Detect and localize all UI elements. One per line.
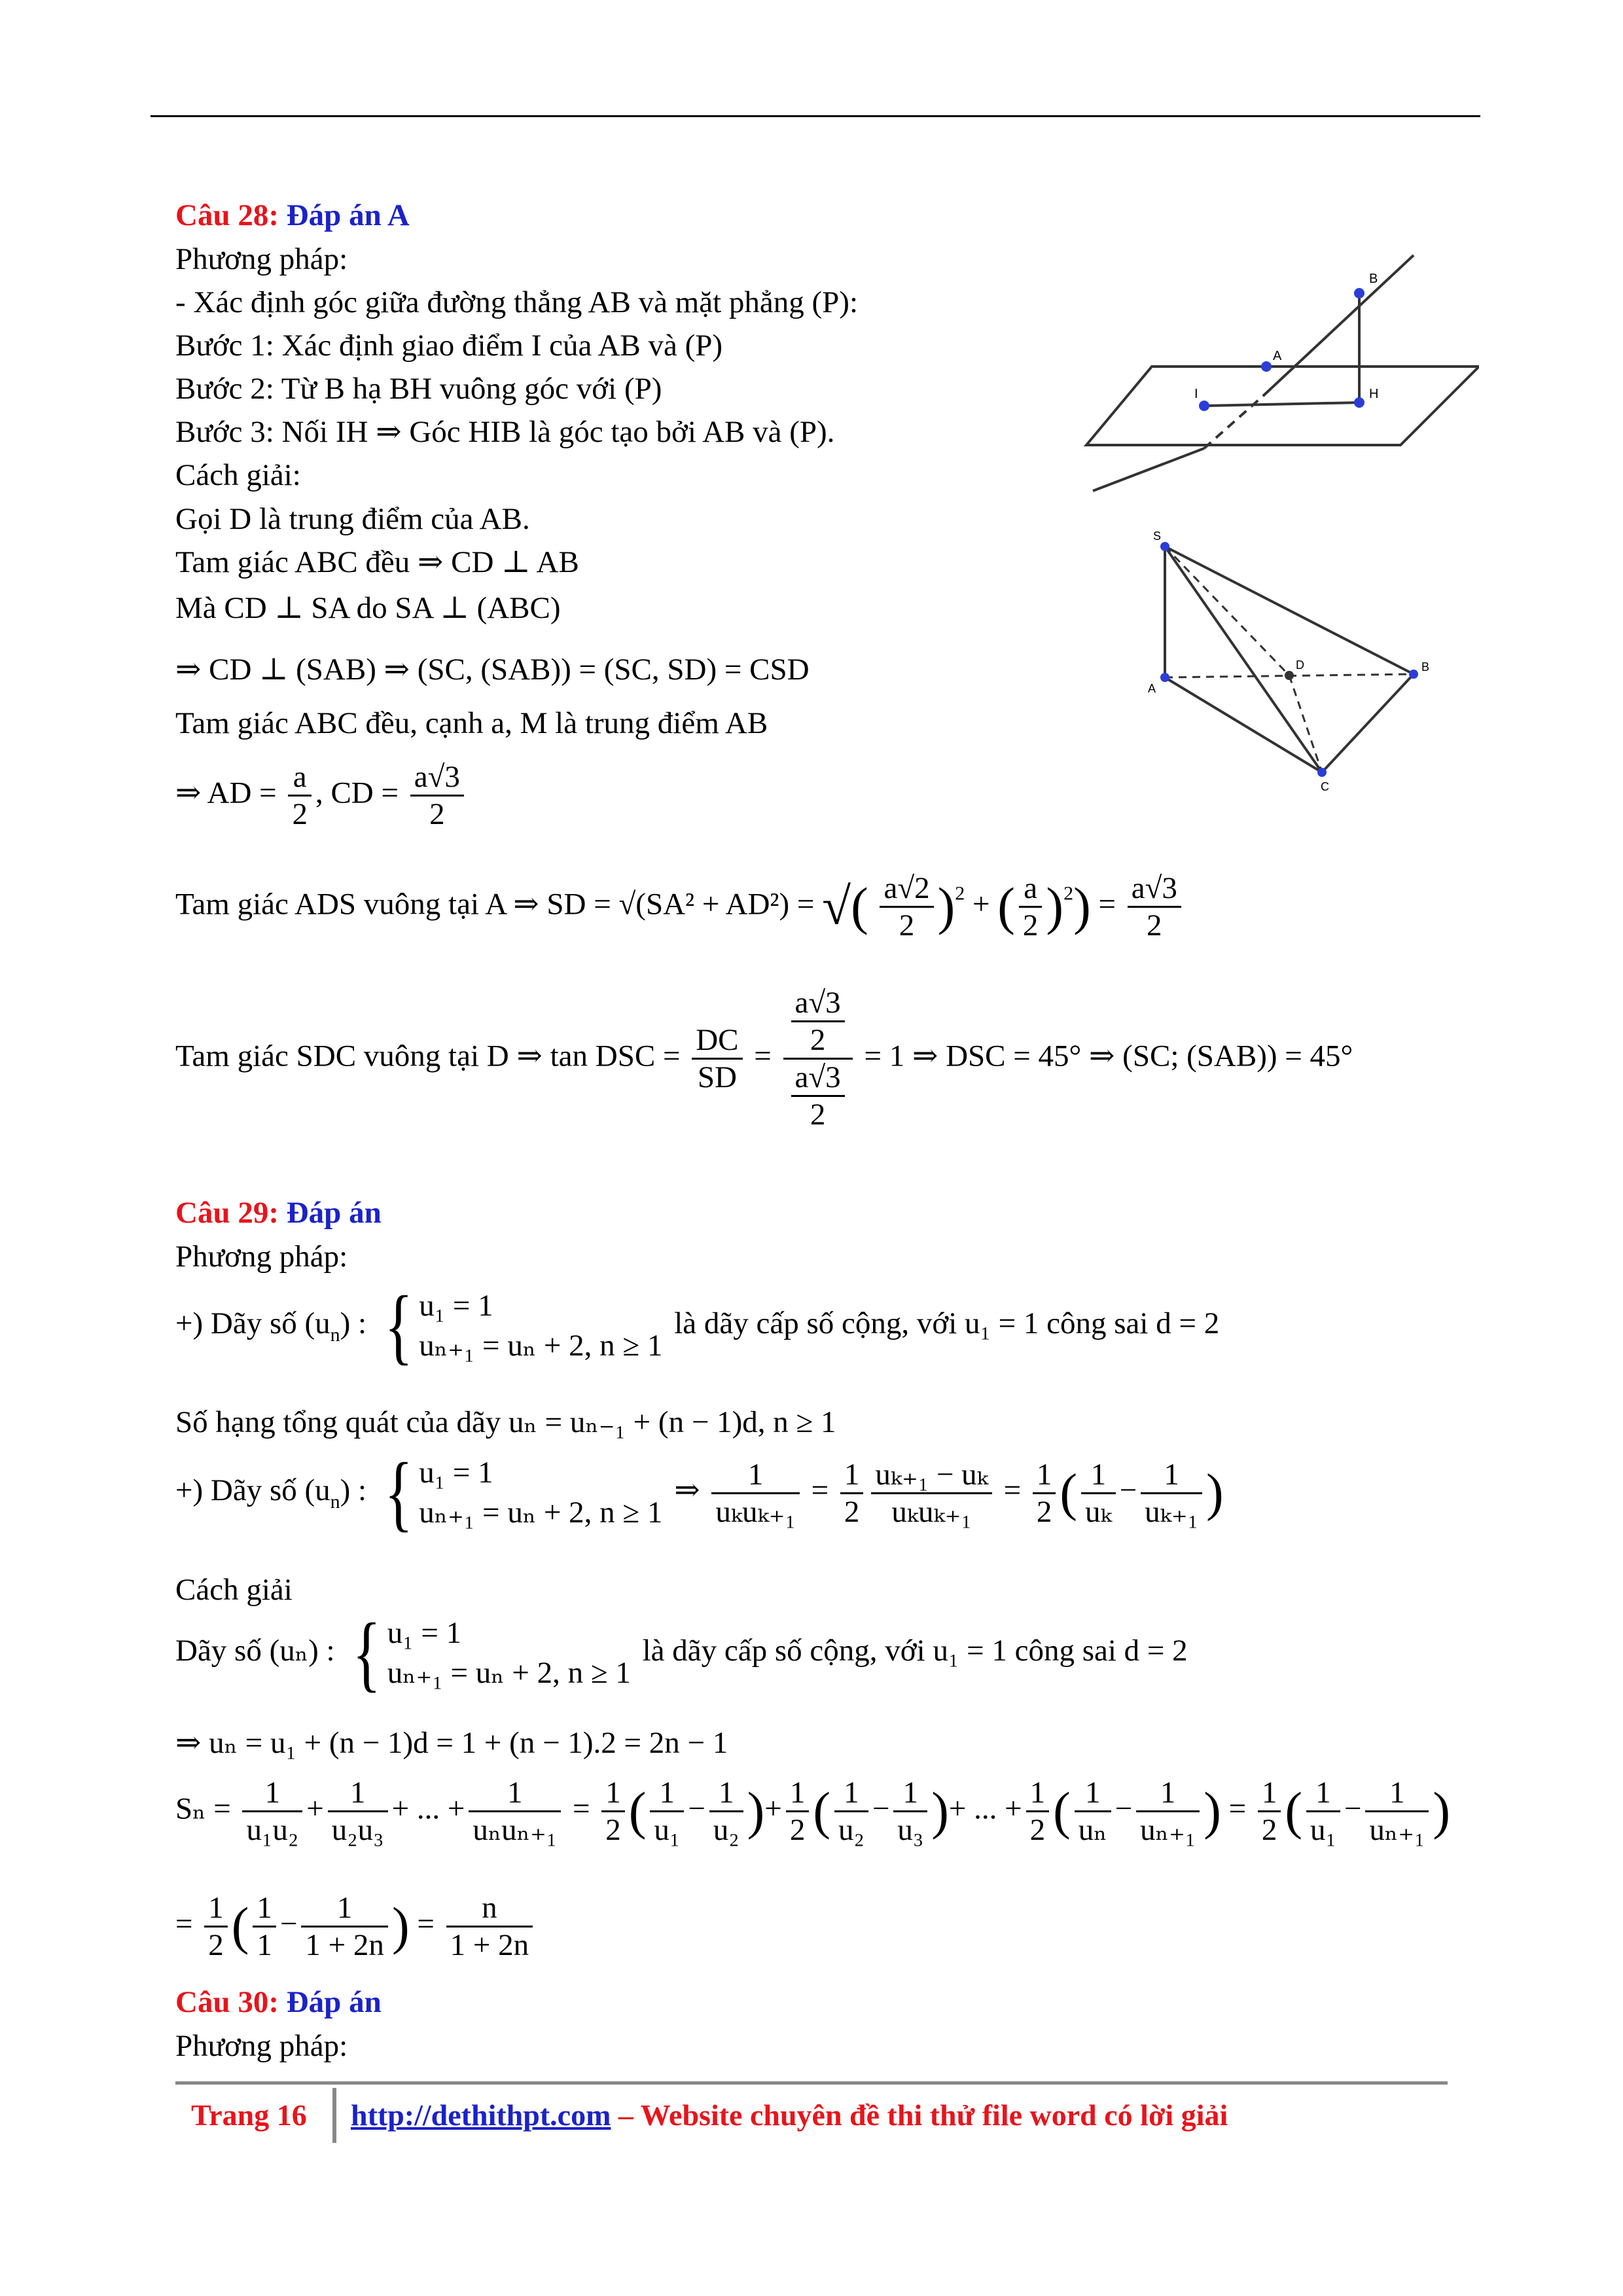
subscript-n: n (330, 1490, 340, 1513)
system-row: u₁ = 1 (419, 1456, 493, 1490)
q29-l1-pre: +) Dãy số (u (175, 1306, 330, 1340)
point-h (1354, 397, 1364, 408)
brace-icon: { (384, 1446, 413, 1541)
label-b: B (1421, 660, 1430, 673)
frac-1-u1 (1306, 1775, 1340, 1848)
paren-close: ) (937, 878, 955, 936)
paren-open: ( (231, 1897, 249, 1956)
eq-sign: = (572, 1791, 590, 1826)
subscript-n: n (330, 1323, 340, 1346)
frac-den: uₖ (1085, 1494, 1112, 1529)
label-i: I (1194, 387, 1198, 401)
frac-den: 2 (1147, 908, 1162, 943)
frac-num: 1 (242, 1775, 302, 1812)
q29-general-term: Số hạng tổng quát của dãy uₙ = uₙ₋₁ + (n − 1)d, n ≥ 1 (175, 1405, 836, 1439)
q28-header: Câu 28: (175, 198, 279, 232)
frac-den: 2 (605, 1813, 621, 1848)
frac-num: 1 (204, 1890, 228, 1928)
frac-den: uₙ₊₁ (1369, 1813, 1425, 1848)
line-ab-below (1093, 448, 1204, 491)
inner-frac (791, 1060, 845, 1132)
footer-line (351, 2098, 1228, 2132)
system-rows (419, 1453, 662, 1533)
frac-num: 1 (840, 1457, 864, 1494)
q28-ad-frac (288, 759, 312, 832)
paren-open: ( (997, 878, 1015, 936)
frac-half (204, 1890, 228, 1963)
system-row: uₙ₊₁ = uₙ + 2, n ≥ 1 (419, 1329, 663, 1363)
q28-dc-sd-frac (692, 1022, 742, 1095)
q28-heading (175, 200, 410, 231)
q28-tan-post: = 1 ⇒ DSC = 45° ⇒ (SC; (SAB)) = 45° (864, 1039, 1353, 1073)
label-s: S (1153, 529, 1162, 543)
q28-solution-5: Tam giác ABC đều, cạnh a, M là trung điểm AB (175, 706, 768, 740)
frac-den: SD (697, 1060, 737, 1095)
point-b (1354, 288, 1364, 298)
frac-num: a√3 (1128, 870, 1181, 908)
brace-icon: { (352, 1606, 382, 1701)
q28-ad-pre: ⇒ AD = (175, 776, 277, 810)
system-rows (387, 1613, 631, 1693)
q28-tan-pre: Tam giác SDC vuông tại D ⇒ tan DSC = (175, 1039, 681, 1073)
q28-solution-2: Tam giác ABC đều ⇒ CD ⊥ AB (175, 545, 579, 579)
q29-l1-mid: ) : (340, 1473, 367, 1507)
frac-den: uₖuₖ₊₁ (891, 1494, 972, 1529)
system-row: uₙ₊₁ = uₙ + 2, n ≥ 1 (387, 1656, 631, 1691)
minus-sign: − (1344, 1791, 1362, 1826)
frac-1-u2 (834, 1775, 868, 1848)
footer-rule (175, 2081, 1448, 2085)
frac-num: a√3 (791, 985, 845, 1022)
frac-den: 2 (1022, 908, 1039, 943)
frac-1-un1 (1136, 1775, 1200, 1848)
frac-half (601, 1775, 625, 1848)
q28-solution-1: Gọi D là trung điểm của AB. (175, 502, 530, 536)
q29-seq-def-2 (175, 1606, 1188, 1701)
frac-den (783, 1060, 853, 1132)
frac-num: 1 (1141, 1457, 1202, 1494)
q28-solution-title: Cách giải: (175, 458, 301, 492)
frac-num: 1 (709, 1775, 743, 1812)
frac-1-u2 (709, 1775, 743, 1848)
q29-seq-def (175, 1279, 1220, 1374)
frac-den: 2 (208, 1928, 224, 1963)
frac-den: uₙ (1078, 1813, 1107, 1848)
frac-num: 1 (1075, 1775, 1111, 1812)
frac-den: u₂ (838, 1813, 865, 1848)
q28-compound-frac (783, 985, 853, 1132)
system-row: u₁ = 1 (387, 1616, 462, 1650)
label-d: D (1296, 658, 1304, 672)
frac-num: 1 (328, 1775, 388, 1812)
point-c (1317, 768, 1327, 777)
frac-num: 1 (301, 1890, 388, 1928)
eq-sign: = (175, 1907, 193, 1941)
system-rows (419, 1286, 662, 1366)
frac-num: 1 (711, 1457, 799, 1494)
frac-den: 2 (1029, 1813, 1046, 1848)
q29-system (378, 1279, 663, 1374)
footer-divider (332, 2088, 336, 2143)
paren-close: ) (1433, 1782, 1451, 1840)
q28-method-1: - Xác định góc giữa đường thẳng AB và mặt phẳng (P): (175, 285, 859, 319)
frac-1-un1 (1365, 1775, 1429, 1848)
frac-den: 2 (899, 908, 915, 943)
sn-label: Sₙ = (175, 1791, 231, 1826)
frac-den: 1 + 2n (305, 1928, 384, 1963)
system-row: uₙ₊₁ = uₙ + 2, n ≥ 1 (419, 1496, 663, 1530)
frac-den: 2 (810, 1023, 826, 1058)
minus-sign: − (279, 1907, 298, 1941)
frac-num: 1 (253, 1890, 276, 1928)
frac-den: 2 (810, 1098, 826, 1132)
frac-num: 1 (1081, 1457, 1116, 1494)
plus-sign: + (972, 887, 990, 922)
frac-num: 1 (786, 1775, 810, 1812)
q29-system (346, 1606, 631, 1701)
frac-den: uₖuₖ₊₁ (715, 1494, 796, 1529)
frac-num (783, 985, 853, 1060)
frac-1-un (1075, 1775, 1111, 1848)
footer-tagline: – Website chuyên đề thi thử file word có lời giải (611, 2098, 1228, 2132)
q29-un-formula: ⇒ uₙ = u₁ + (n − 1)d = 1 + (n − 1).2 = 2n − 1 (175, 1726, 728, 1760)
system-row: u₁ = 1 (419, 1289, 493, 1323)
frac-num: 1 (1258, 1775, 1281, 1812)
frac-num: 1 (469, 1775, 561, 1812)
q29-method-title: Phương pháp: (175, 1240, 348, 1274)
sqrt-close: ) (1073, 878, 1091, 936)
q29-solution-title: Cách giải (175, 1573, 293, 1607)
frac-den: uₖ₊₁ (1145, 1494, 1199, 1529)
label-a: A (1148, 682, 1156, 695)
brace-icon: { (384, 1279, 413, 1374)
label-b: B (1369, 272, 1378, 286)
minus-sign: − (872, 1791, 890, 1826)
q29-sn-line (175, 1775, 1450, 1848)
plus-sign: + (306, 1791, 324, 1826)
q28-sd-pre: Tam giác ADS vuông tại A ⇒ SD = √(SA² + AD²) = (175, 887, 815, 922)
frac-den: 2 (292, 797, 308, 832)
frac-num: a√3 (410, 759, 464, 797)
q28-tan-line (175, 985, 1353, 1132)
q28-cd-mid: , CD = (315, 776, 399, 810)
q28-ad-cd-line (175, 759, 468, 832)
q29-l1-mid: ) : (340, 1306, 367, 1340)
frac-den: uₙ₊₁ (1140, 1813, 1196, 1848)
paren-open: ( (628, 1782, 647, 1840)
paren-close: ) (391, 1897, 410, 1956)
square-exp: 2 (955, 882, 965, 905)
frac-1-unun1 (469, 1775, 561, 1848)
q29-telescoping (175, 1446, 1224, 1541)
sqrt-sign: √( (822, 878, 868, 936)
frac-n-1plus2n (446, 1890, 533, 1963)
q29-answer: Đáp án (286, 1196, 382, 1230)
q28-method-title: Phương pháp: (175, 242, 348, 276)
segment-ih (1204, 403, 1359, 406)
label-c: C (1321, 780, 1329, 793)
point-i (1199, 401, 1209, 411)
frac-den: u₃ (897, 1813, 924, 1848)
q29-heading (175, 1198, 382, 1229)
q29-l1-post: là dãy cấp số cộng, với u₁ = 1 công sai d = 2 (674, 1306, 1220, 1340)
frac-1-uk1 (1141, 1457, 1202, 1530)
frac-num: a√2 (880, 870, 933, 908)
q28-method-3: Bước 2: Từ B hạ BH vuông góc với (P) (175, 372, 662, 406)
eq-sign: = (811, 1473, 829, 1507)
plus-dots: + ... + (391, 1791, 465, 1826)
frac-1-ukuk1 (711, 1457, 799, 1530)
q28-cd-frac (410, 759, 464, 832)
point-a (1160, 673, 1169, 682)
frac-1-u1u2 (242, 1775, 302, 1848)
minus-sign: − (1119, 1473, 1137, 1507)
q29-header: Câu 29: (175, 1196, 279, 1230)
minus-sign: − (1115, 1791, 1133, 1826)
frac-half (786, 1775, 810, 1848)
figure-pyramid (1139, 524, 1453, 812)
frac-den: u₂u₃ (331, 1813, 384, 1848)
frac-1-u2u3 (328, 1775, 388, 1848)
eq-sign: = (417, 1907, 435, 1941)
paren-close: ) (1206, 1464, 1224, 1522)
q30-answer: Đáp án (286, 1985, 382, 2019)
point-d (1285, 671, 1294, 680)
frac-1-u1 (650, 1775, 684, 1848)
frac-den: u₁u₂ (246, 1813, 299, 1848)
q29-l1-post: là dãy cấp số cộng, với u₁ = 1 công sai d = 2 (642, 1633, 1188, 1668)
frac-den: u₂ (713, 1813, 740, 1848)
frac-den: 1 + 2n (450, 1928, 529, 1963)
eq-sign: = (1228, 1791, 1247, 1826)
frac-den: 2 (1261, 1813, 1277, 1848)
q29-l1-pre: +) Dãy số (u (175, 1473, 330, 1507)
q29-system (378, 1446, 663, 1541)
frac-half (1026, 1775, 1050, 1848)
frac-num: n (446, 1890, 533, 1928)
eq-sign: = (1003, 1473, 1022, 1507)
frac-half (1258, 1775, 1281, 1848)
label-a: A (1273, 349, 1282, 363)
point-a (1261, 361, 1272, 372)
frac-den: u₁ (1310, 1813, 1336, 1848)
frac-den: u₁ (654, 1813, 681, 1848)
frac-half (840, 1457, 864, 1530)
plus-dots: + ... + (948, 1791, 1022, 1826)
frac-den: 2 (429, 797, 445, 832)
q30-method-title: Phương pháp: (175, 2029, 348, 2063)
edge-sb (1165, 547, 1414, 674)
paren-close: ) (1046, 878, 1064, 936)
frac-num: a√3 (791, 1060, 845, 1097)
q28-sd-line (175, 870, 1185, 943)
paren-open: ( (1053, 1782, 1071, 1840)
paren-open: ( (1285, 1782, 1302, 1840)
frac-den: 1 (257, 1928, 272, 1963)
eq-sign: = (754, 1039, 772, 1073)
frac-num: 1 (893, 1775, 927, 1812)
frac-den: uₙuₙ₊₁ (473, 1813, 558, 1848)
implies: ⇒ (674, 1473, 700, 1507)
frac-num: uₖ₊₁ − uₖ (871, 1457, 992, 1494)
edge-ac (1165, 677, 1322, 772)
frac-num: 1 (1136, 1775, 1200, 1812)
frac-num: 1 (601, 1775, 625, 1812)
eq-sign: = (1098, 887, 1116, 922)
edge-bc (1322, 674, 1414, 772)
point-b (1409, 670, 1418, 679)
frac-den: 2 (789, 1813, 806, 1848)
footer-link[interactable]: http://dethithpt.com (351, 2098, 611, 2132)
label-h: H (1369, 387, 1379, 401)
frac-num: a (288, 759, 312, 797)
footer-page-number: Trang 16 (191, 2098, 307, 2132)
paren-open: ( (813, 1782, 830, 1840)
frac-num: 1 (1026, 1775, 1050, 1812)
frac-num: a (1019, 870, 1043, 908)
paren-close: ) (747, 1782, 765, 1840)
q28-sd-result (1128, 870, 1181, 943)
frac-num: DC (692, 1022, 742, 1060)
q30-heading (175, 1987, 382, 2018)
q28-method-2: Bước 1: Xác định giao điểm I của AB và (P) (175, 329, 723, 363)
minus-sign: − (688, 1791, 705, 1826)
line-ab-solid (1263, 255, 1414, 396)
q29-l4-pre: Dãy số (uₙ) : (175, 1633, 335, 1668)
q28-sd-frac2 (1019, 870, 1043, 943)
inner-frac (791, 985, 845, 1058)
square-exp: 2 (1063, 882, 1074, 905)
frac-half (1033, 1457, 1056, 1530)
q28-answer: Đáp án A (286, 198, 410, 232)
segment-sd-dashed (1165, 547, 1289, 675)
frac-num: 1 (834, 1775, 868, 1812)
q28-solution-4: ⇒ CD ⊥ (SAB) ⇒ (SC, (SAB)) = (SC, SD) = CSD (175, 653, 810, 687)
frac-num: 1 (1033, 1457, 1056, 1494)
point-s (1160, 542, 1169, 551)
frac-den: 2 (1036, 1494, 1052, 1529)
frac-1-uk (1081, 1457, 1116, 1530)
frac-num: 1 (650, 1775, 684, 1812)
q28-sd-frac1 (880, 870, 933, 943)
frac-1-1plus2n (301, 1890, 388, 1963)
frac-num: 1 (1365, 1775, 1429, 1812)
q30-header: Câu 30: (175, 1985, 279, 2019)
figure-line-plane (1073, 249, 1479, 497)
frac-num: 1 (1306, 1775, 1340, 1812)
frac-1-u3 (893, 1775, 927, 1848)
frac-den: 2 (844, 1494, 860, 1529)
segment-cd-dashed (1289, 675, 1322, 772)
plus-sign: + (764, 1791, 782, 1826)
q29-sn-result (175, 1890, 537, 1963)
q28-solution-3: Mà CD ⊥ SA do SA ⊥ (ABC) (175, 591, 561, 625)
frac-1-1 (253, 1890, 276, 1963)
paren-open: ( (1060, 1464, 1077, 1522)
q28-method-4: Bước 3: Nối IH ⇒ Góc HIB là góc tạo bởi AB và (P). (175, 415, 835, 449)
header-rule (151, 115, 1480, 117)
frac-diff (871, 1457, 992, 1530)
paren-close: ) (1204, 1782, 1221, 1840)
paren-close: ) (931, 1782, 949, 1840)
